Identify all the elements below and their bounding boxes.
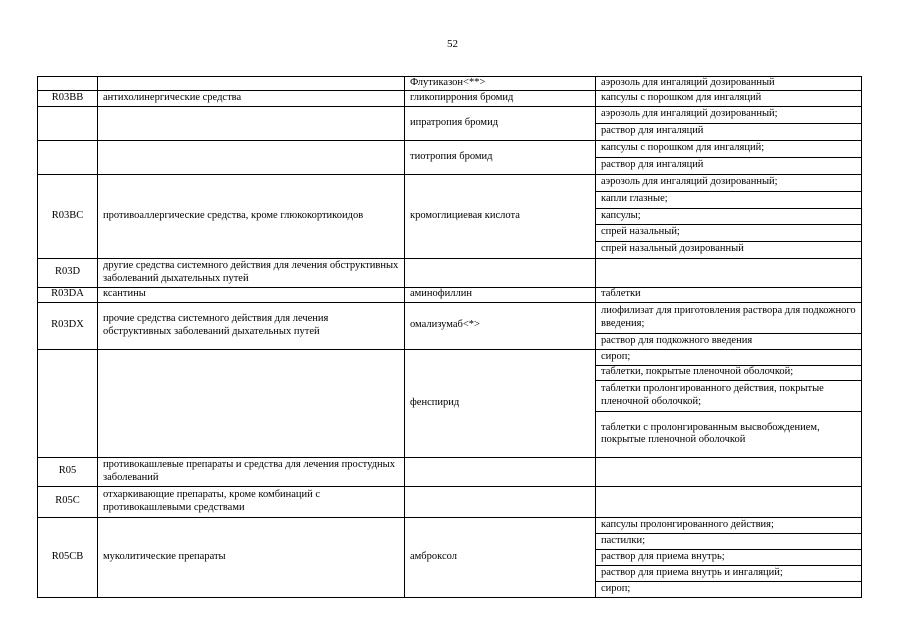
atc-group [98, 349, 405, 457]
table-row [38, 457, 862, 486]
drug-name [405, 457, 596, 486]
atc-code [38, 106, 98, 140]
dosage-form: спрей назальный дозированный [596, 241, 862, 258]
drug-name: амброксол [405, 517, 596, 597]
dosage-form: аэрозоль для ингаляций дозированный; [596, 174, 862, 191]
dosage-form: аэрозоль для ингаляций дозированный [596, 77, 862, 91]
table-row [38, 258, 862, 287]
drug-name: омализумаб<*> [405, 302, 596, 349]
atc-group [98, 140, 405, 174]
atc-code [38, 349, 98, 457]
dosage-form: таблетки, покрытые пленочной оболочкой; [596, 365, 862, 380]
dosage-form [596, 258, 862, 287]
atc-group [98, 106, 405, 140]
atc-group: противокашлевые препараты и средства для лечения простудных заболеваний [98, 457, 405, 486]
drug-name: гликопиррония бромид [405, 90, 596, 106]
dosage-form: сироп; [596, 581, 862, 597]
table-row [38, 349, 862, 365]
atc-code [38, 140, 98, 174]
atc-code: R03DX [38, 302, 98, 349]
atc-group: противоаллергические средства, кроме глюкокортикоидов [98, 174, 405, 258]
atc-code: R03DA [38, 287, 98, 302]
dosage-form: раствор для ингаляций [596, 157, 862, 174]
dosage-form: пастилки; [596, 533, 862, 549]
atc-code: R05CB [38, 517, 98, 597]
table-row [38, 517, 862, 533]
dosage-form: таблетки пролонгированного действия, покрытые пленочной оболочкой; [596, 380, 862, 411]
dosage-form: спрей назальный; [596, 224, 862, 241]
atc-group: прочие средства системного действия для лечения обструктивных заболеваний дыхательных путей [98, 302, 405, 349]
atc-code: R05C [38, 486, 98, 517]
table-row [38, 140, 862, 157]
dosage-form: раствор для приема внутрь и ингаляций; [596, 565, 862, 581]
table-row [38, 287, 862, 302]
dosage-form: раствор для ингаляций [596, 123, 862, 140]
dosage-form: таблетки с пролонгированным высвобождением, покрытые пленочной оболочкой [596, 411, 862, 457]
drug-name: Флутиказон<**> [405, 77, 596, 91]
atc-group: муколитические препараты [98, 517, 405, 597]
drug-table [37, 76, 862, 598]
drug-name [405, 258, 596, 287]
atc-code: R03BC [38, 174, 98, 258]
dosage-form: капсулы; [596, 208, 862, 224]
table-row [38, 174, 862, 191]
atc-group: другие средства системного действия для лечения обструктивных заболеваний дыхательных путей [98, 258, 405, 287]
atc-group: антихолинергические средства [98, 90, 405, 106]
dosage-form: капсулы с порошком для ингаляций; [596, 140, 862, 157]
dosage-form [596, 486, 862, 517]
dosage-form [596, 457, 862, 486]
atc-group: отхаркивающие препараты, кроме комбинаций с противокашлевыми средствами [98, 486, 405, 517]
page-number: 52 [447, 38, 458, 50]
dosage-form: раствор для приема внутрь; [596, 549, 862, 565]
dosage-form: раствор для подкожного введения [596, 333, 862, 349]
atc-code: R05 [38, 457, 98, 486]
drug-name: аминофиллин [405, 287, 596, 302]
dosage-form: аэрозоль для ингаляций дозированный; [596, 106, 862, 123]
dosage-form: таблетки [596, 287, 862, 302]
drug-name: фенспирид [405, 349, 596, 457]
dosage-form: капсулы пролонгированного действия; [596, 517, 862, 533]
atc-code: R03BB [38, 90, 98, 106]
table-row [38, 77, 862, 91]
drug-name [405, 486, 596, 517]
drug-name: ипратропия бромид [405, 106, 596, 140]
drug-name: тиотропия бромид [405, 140, 596, 174]
table-row [38, 106, 862, 123]
atc-code: R03D [38, 258, 98, 287]
table-row [38, 486, 862, 517]
dosage-form: капли глазные; [596, 191, 862, 208]
atc-code [38, 77, 98, 91]
atc-group: ксантины [98, 287, 405, 302]
dosage-form: капсулы с порошком для ингаляций [596, 90, 862, 106]
dosage-form: сироп; [596, 349, 862, 365]
dosage-form: лиофилизат для приготовления раствора для подкожного введения; [596, 302, 862, 333]
table-row [38, 302, 862, 333]
table-row [38, 90, 862, 106]
drug-name: кромоглициевая кислота [405, 174, 596, 258]
atc-group [98, 77, 405, 91]
